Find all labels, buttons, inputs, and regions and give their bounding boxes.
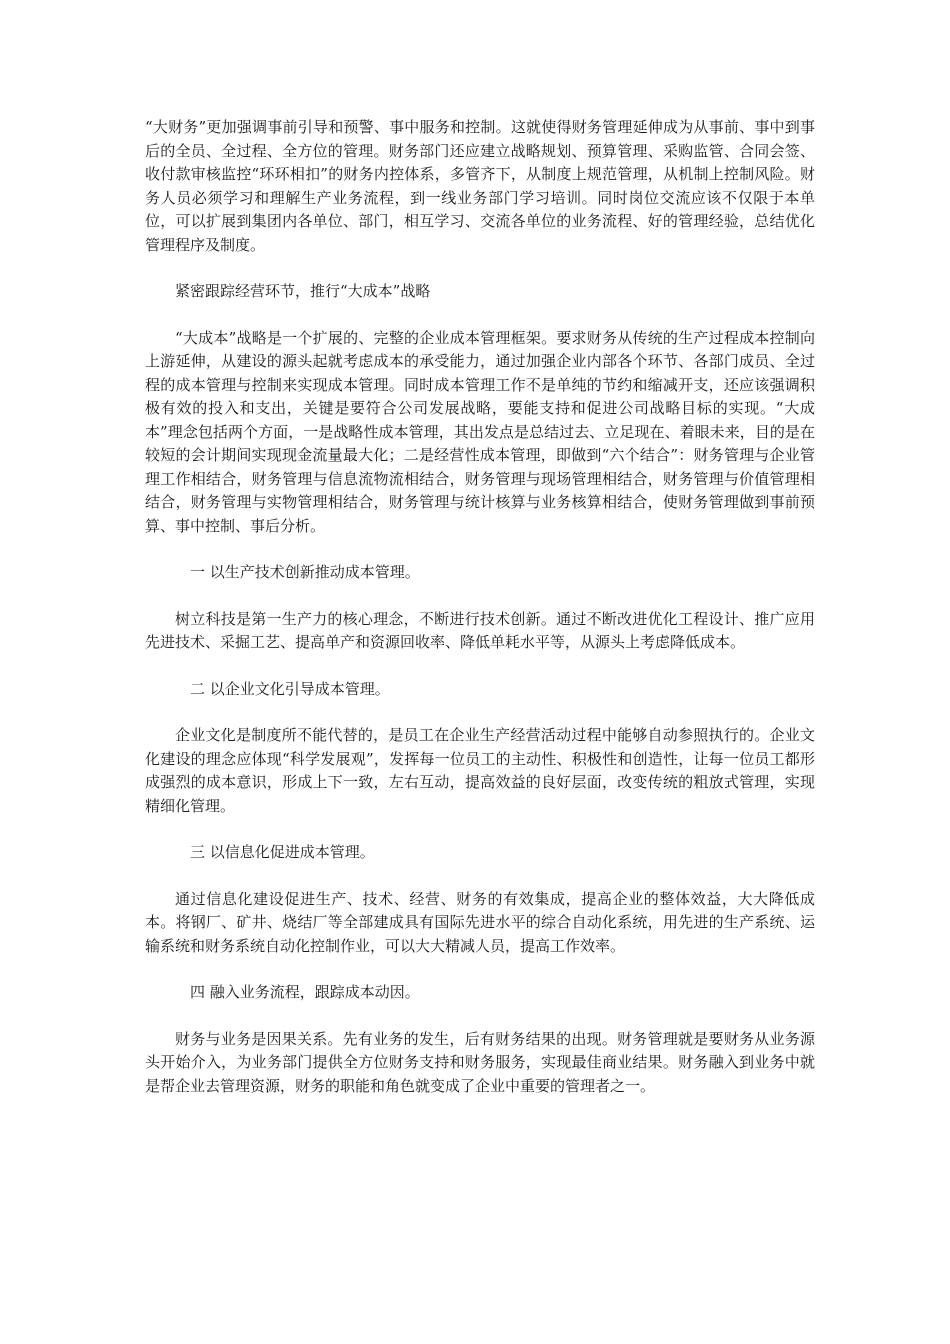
spacer <box>145 818 815 841</box>
paragraph-business-process: 财务与业务是因果关系。先有业务的发生，后有财务结果的出现。财务管理就是要财务从业务源头开始介入，为业务部门提供全方位财务支持和财务服务，实现最佳商业结果。财务融入到业务中就是帮企业去管理资源，财务的职能和角色就变成了企业中重要的管理者之一。 <box>145 1029 815 1095</box>
subheading-tech-innovation: 一 以生产技术创新推动成本管理。 <box>190 563 420 581</box>
subheading-corporate-culture: 二 以企业文化引导成本管理。 <box>190 679 390 698</box>
paragraph-informatization: 通过信息化建设促进生产、技术、经营、财务的有效集成，提高企业的整体效益，大大降低成本。将钢厂、矿井、烧结厂等全部建成具有国际先进水平的综合自动化系统，用先进的生产系统、运输系统和财务系统自动化控制作业，可以大大精减人员，提高工作效率。 <box>145 889 815 955</box>
spacer <box>145 304 815 327</box>
section-heading-big-cost: 紧密跟踪经营环节，推行“大成本”战略 <box>175 282 431 300</box>
paragraph-tech-innovation: 树立科技是第一生产力的核心理念，不断进行技术创新。通过不断改进优化工程设计、推广应用先进技术、采掘工艺、提高单产和资源回收率、降低单耗水平等，从源头上考虑降低成本。 <box>145 609 815 651</box>
paragraph-big-finance: “大财务”更加强调事前引导和预警、事中服务和控制。这就使得财务管理延伸成为从事前、事中到事后的全员、全过程、全方位的管理。财务部门还应建立战略规划、预算管理、采购监管、合同会签、收付款审核监控“环环相扣”的财务内控体系，多管齐下，从制度上规范管理，从机制上控制风险。财务人员必须学习和理解生产业务流程，到一线业务部门学习培训。同时岗位交流应该不仅限于本单位，可以扩展到集团内各单位、部门，相互学习、交流各单位的业务流程、好的管理经验，总结优化管理程序及制度。 <box>145 118 815 254</box>
document-page <box>145 116 815 1098</box>
spacer <box>145 585 815 608</box>
spacer <box>145 958 815 981</box>
spacer <box>145 257 815 280</box>
subheading-informatization: 三 以信息化促进成本管理。 <box>190 843 375 861</box>
spacer <box>145 1005 815 1028</box>
spacer <box>145 701 815 724</box>
spacer <box>145 865 815 888</box>
spacer <box>145 655 815 678</box>
paragraph-corporate-culture: 企业文化是制度所不能代替的，是员工在企业生产经营活动过程中能够自动参照执行的。企业文化建设的理念应体现“科学发展观”，发挥每一位员工的主动性、积极性和创造性，让每一位员工都形成强烈的成本意识，形成上下一致，左右互动，提高效益的良好层面，改变传统的粗放式管理，实现精细化管理。 <box>145 726 815 815</box>
subheading-business-process: 四 融入业务流程，跟踪成本动因。 <box>190 983 420 1001</box>
spacer <box>145 538 815 561</box>
paragraph-big-cost-strategy: “大成本”战略是一个扩展的、完整的企业成本管理框架。要求财务从传统的生产过程成本控制向上游延伸，从建设的源头起就考虑成本的承受能力，通过加强企业内部各个环节、各部门成员、全过程的成本管理与控制来实现成本管理。同时成本管理工作不是单纯的节约和缩减开支，还应该强调积极有效的投入和支出，关键是要符合公司发展战略，要能支持和促进公司战略目标的实现。“大成本”理念包括两个方面，一是战略性成本管理，其出发点是总结过去、立足现在、着眼未来，目的是在较短的会计期间实现现金流量最大化；二是经营性成本管理，即做到“六个结合”：财务管理与企业管理工作相结合，财务管理与信息流物流相结合，财务管理与现场管理相结合，财务管理与价值管理相结合，财务管理与实物管理相结合，财务管理与统计核算与业务核算相结合，使财务管理做到事前预算、事中控制、事后分析。 <box>145 328 815 535</box>
